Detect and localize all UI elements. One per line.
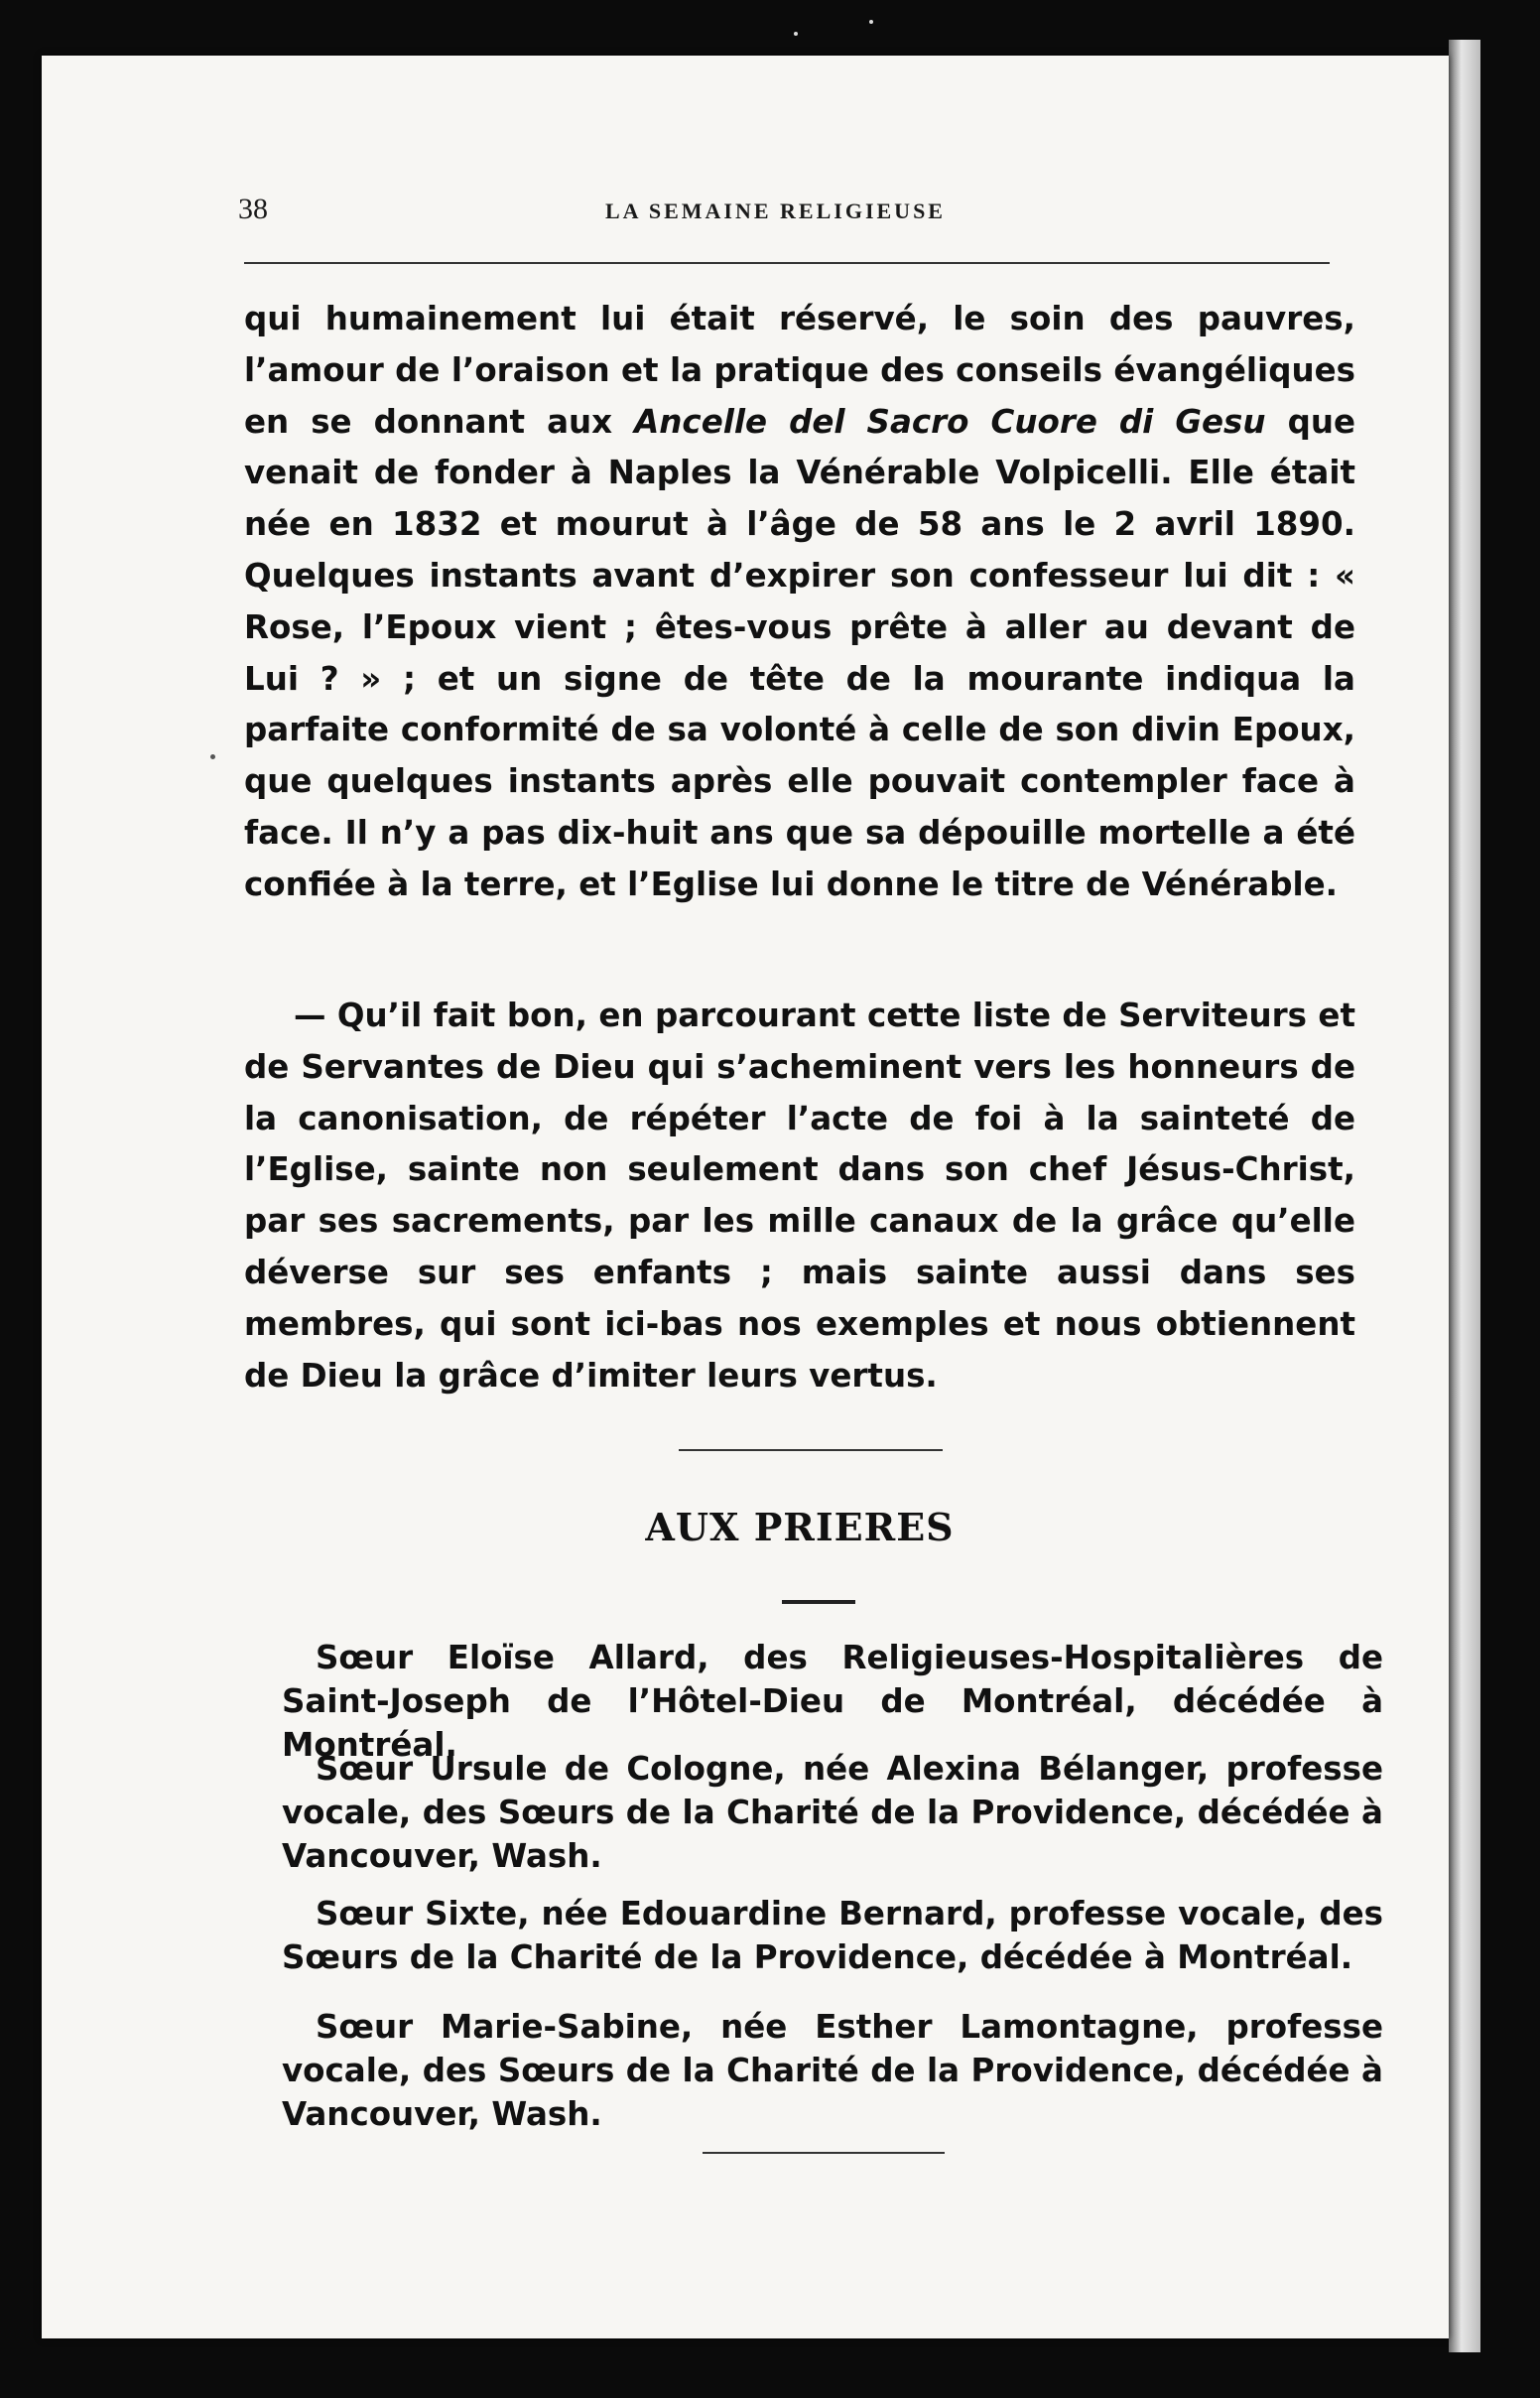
section-divider (679, 1449, 943, 1451)
paragraph-text-start: qui humainement lui était réservé, le soin des pauvres, l’amour de l’oraison et la pratique des conseils évangéliques en se donnant aux (244, 300, 1355, 441)
scan-speck (869, 20, 873, 24)
prayer-entry: Sœur Ursule de Cologne, née Alexina Bélanger, professe vocale, des Sœurs de la Charité de la Providence, décédée à Vancouver, Wash. (282, 1750, 1383, 1875)
book-page-edge (1449, 40, 1480, 2352)
prayer-entry: Sœur Marie-Sabine, née Esther Lamontagne, professe vocale, des Sœurs de la Charité de la Providence, décédée à Vancouver, Wash. (282, 2008, 1383, 2133)
section-title: AUX PRIERES (645, 1505, 955, 1549)
page-number: 38 (238, 193, 268, 225)
prayer-entry: Sœur Sixte, née Edouardine Bernard, professe vocale, des Sœurs de la Charité de la Providence, décédée à Montréal. (282, 1895, 1383, 1976)
title-underline (782, 1600, 855, 1604)
end-divider (703, 2152, 945, 2154)
scan-speck (210, 754, 215, 759)
paragraph: — Qu’il fait bon, en parcourant cette liste de Serviteurs et de Servantes de Dieu qui s’acheminent vers les honneurs de la canonisation, de répéter l’acte de foi à la sainteté de l’Eglise, sainte non seulement dans son chef Jésus-Christ, par ses sacrements, par les mille canaux de la grâce qu’elle déverse sur ses enfants ; mais sainte aussi dans ses membres, qui sont ici-bas nos exemples et nous obtiennent de Dieu la grâce d’imiter leurs vertus. (244, 997, 1355, 1395)
page-header (238, 193, 1330, 232)
scan-speck (794, 32, 798, 36)
italic-title: Ancelle del Sacro Cuore di Gesu (634, 402, 1266, 441)
running-title: LA SEMAINE RELIGIEUSE (605, 199, 946, 223)
paragraph-text-end: que venait de fonder à Naples la Vénérable Volpicelli. Elle était née en 1832 et mourut à l’âge de 58 ans le 2 avril 1890. Quelques instants avant d’expirer son confesseur lui dit : « Rose, l’Epoux vient ; êtes-vous prête à aller au devant de Lui ? » ; et un signe de tête de la mourante indiqua la parfaite conformité de sa volonté à celle de son divin Epoux, que quelques instants après elle pouvait contempler face à face. Il n’y a pas dix-huit ans que sa dépouille mortelle a été confiée à la terre, et l’Eglise lui donne le titre de Vénérable. (244, 402, 1356, 903)
prayer-entry: Sœur Eloïse Allard, des Religieuses-Hospitalières de Saint-Joseph de l’Hôtel-Dieu de Montréal, décédée à Montréal. (282, 1639, 1383, 1764)
paragraph-continued (244, 294, 1355, 911)
header-rule (244, 262, 1330, 264)
